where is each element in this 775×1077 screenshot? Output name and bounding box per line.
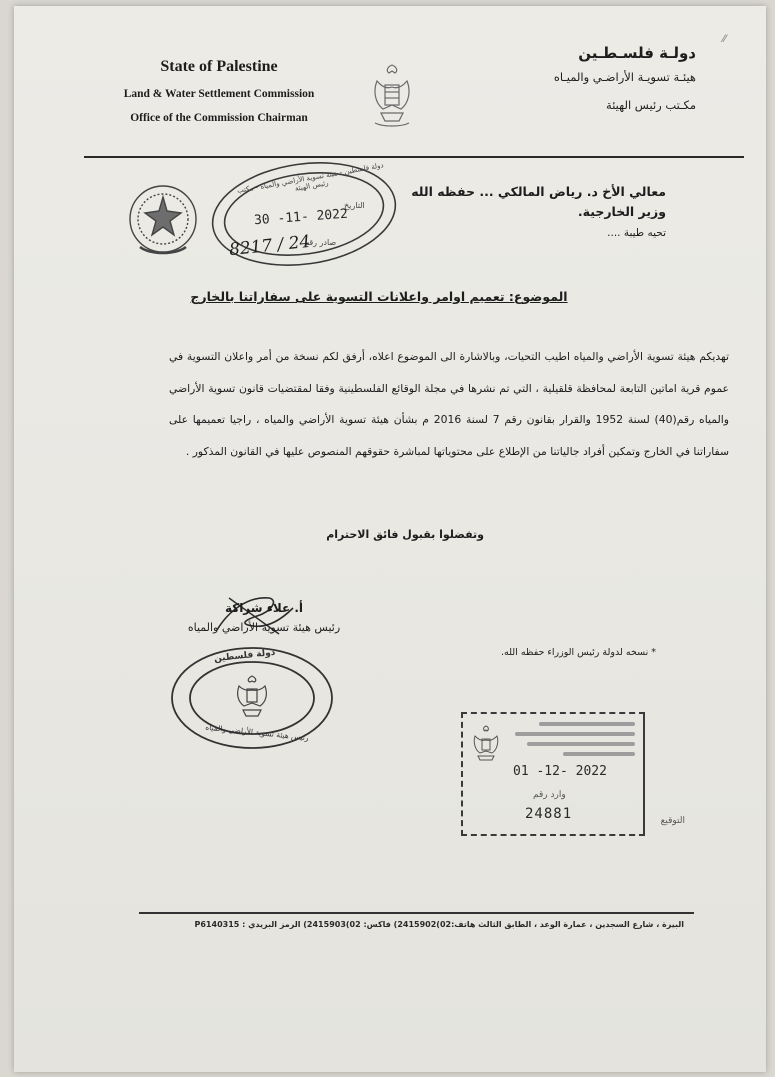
ref-stamp-ring-text: دولة فلسطين - هيئة تسوية الأراضي والمياه - مكتب رئيس الهيئة (236, 161, 385, 195)
ref-stamp-ref-label: صادر رقم (304, 238, 337, 247)
footer-address: البيرة ، شارع السجدين ، عمارة الوعد ، الطابق الثالث هاتف:02)2415902) فاكس: 02)2415903) الرمز البريدي : P6140315 (194, 920, 684, 929)
footer-rule (139, 912, 694, 914)
eagle-emblem-icon (369, 61, 415, 129)
commission-name-ar: هيئـة تسويـة الأراضـي والميـاه (553, 70, 696, 84)
corner-marks: ⁄⁄ (722, 34, 726, 45)
chairman-seal-bottom-text: رئيس هيئة تسوية الأراضي والمياه (204, 722, 310, 743)
office-name-ar: مكـتب رئيس الهيئة (606, 98, 696, 112)
ref-stamp-number: 8217 / 24 (228, 231, 312, 261)
addressee-block (411, 184, 666, 239)
state-name-en: State of Palestine (160, 58, 278, 75)
signer-name: أ. علاء شراكة (224, 601, 304, 615)
letter-page (14, 6, 766, 1072)
signer-title: رئيس هيئة تسوية الأراضي والمياه (187, 621, 341, 634)
subject-line: الموضوع: تعميم اوامر واعلانات التسوية على سفاراتنا بالخارج (190, 289, 568, 304)
receipt-emblem-icon (471, 724, 501, 762)
closing-line: وتفضلوا بقبول فائق الاحترام (326, 528, 484, 541)
office-name-en: Office of the Commission Chairman (130, 112, 308, 124)
ref-stamp-date-label: التاريخ (344, 201, 365, 210)
signer-block (164, 601, 364, 634)
round-seal-stamp (126, 181, 200, 261)
receipt-header-lines (515, 722, 635, 762)
addressee-title: وزير الخارجية. (577, 204, 666, 219)
body-paragraph: تهديكم هيئة تسوية الأراضي والمياه اطيب التحيات، وبالاشارة الى الموضوع اعلاه، أرفق لكم نسخة من أمر واعلان التسوية في عموم قرية اماتين التابعة لمحافظة قلقيلية ، التي تم نشرها في مجلة الوقائع الفلسطينية وفقا لمقتضيات قانون تسوية الأراضي والمياه رقم(40) لسنة 1952 والقرار بقانون رقم 7 لسنة 2016 م بشأن هيئة تسوية الأراضي والمياه ، راجيا تعميمها على سفاراتنا في الخارج وتمكين أفراد جالياتنا من الإطلاع على محتوياتها لمباشرة حقوقهم المنصوص عليها في القانون المذكور . (169, 350, 730, 458)
chairman-seal-top-text: دولة فلسطين (213, 647, 276, 665)
header-rule (84, 156, 744, 158)
arabic-letterhead (436, 44, 696, 126)
receipt-number-label: وارد رقم (533, 790, 566, 800)
receipt-number: 24881 (525, 806, 573, 822)
cc-line: * نسخه لدولة رئيس الوزراء حفظه الله. (501, 647, 656, 658)
receipt-date: 01 -12- 2022 (513, 764, 607, 779)
english-letterhead (104, 58, 334, 136)
ref-stamp-date: 30 -11- 2022 (253, 206, 349, 229)
state-name-ar: دولـة فلسـطـين (578, 44, 696, 62)
commission-name-en: Land & Water Settlement Commission (123, 88, 315, 100)
addressee-name: معالي الأخ د. رياض المالكي ... حفظه الله (411, 184, 666, 199)
incoming-receipt-stamp (461, 712, 685, 836)
greeting: تحيه طيبة .... (607, 227, 666, 239)
receipt-signature-label: التوقيع (660, 816, 685, 826)
